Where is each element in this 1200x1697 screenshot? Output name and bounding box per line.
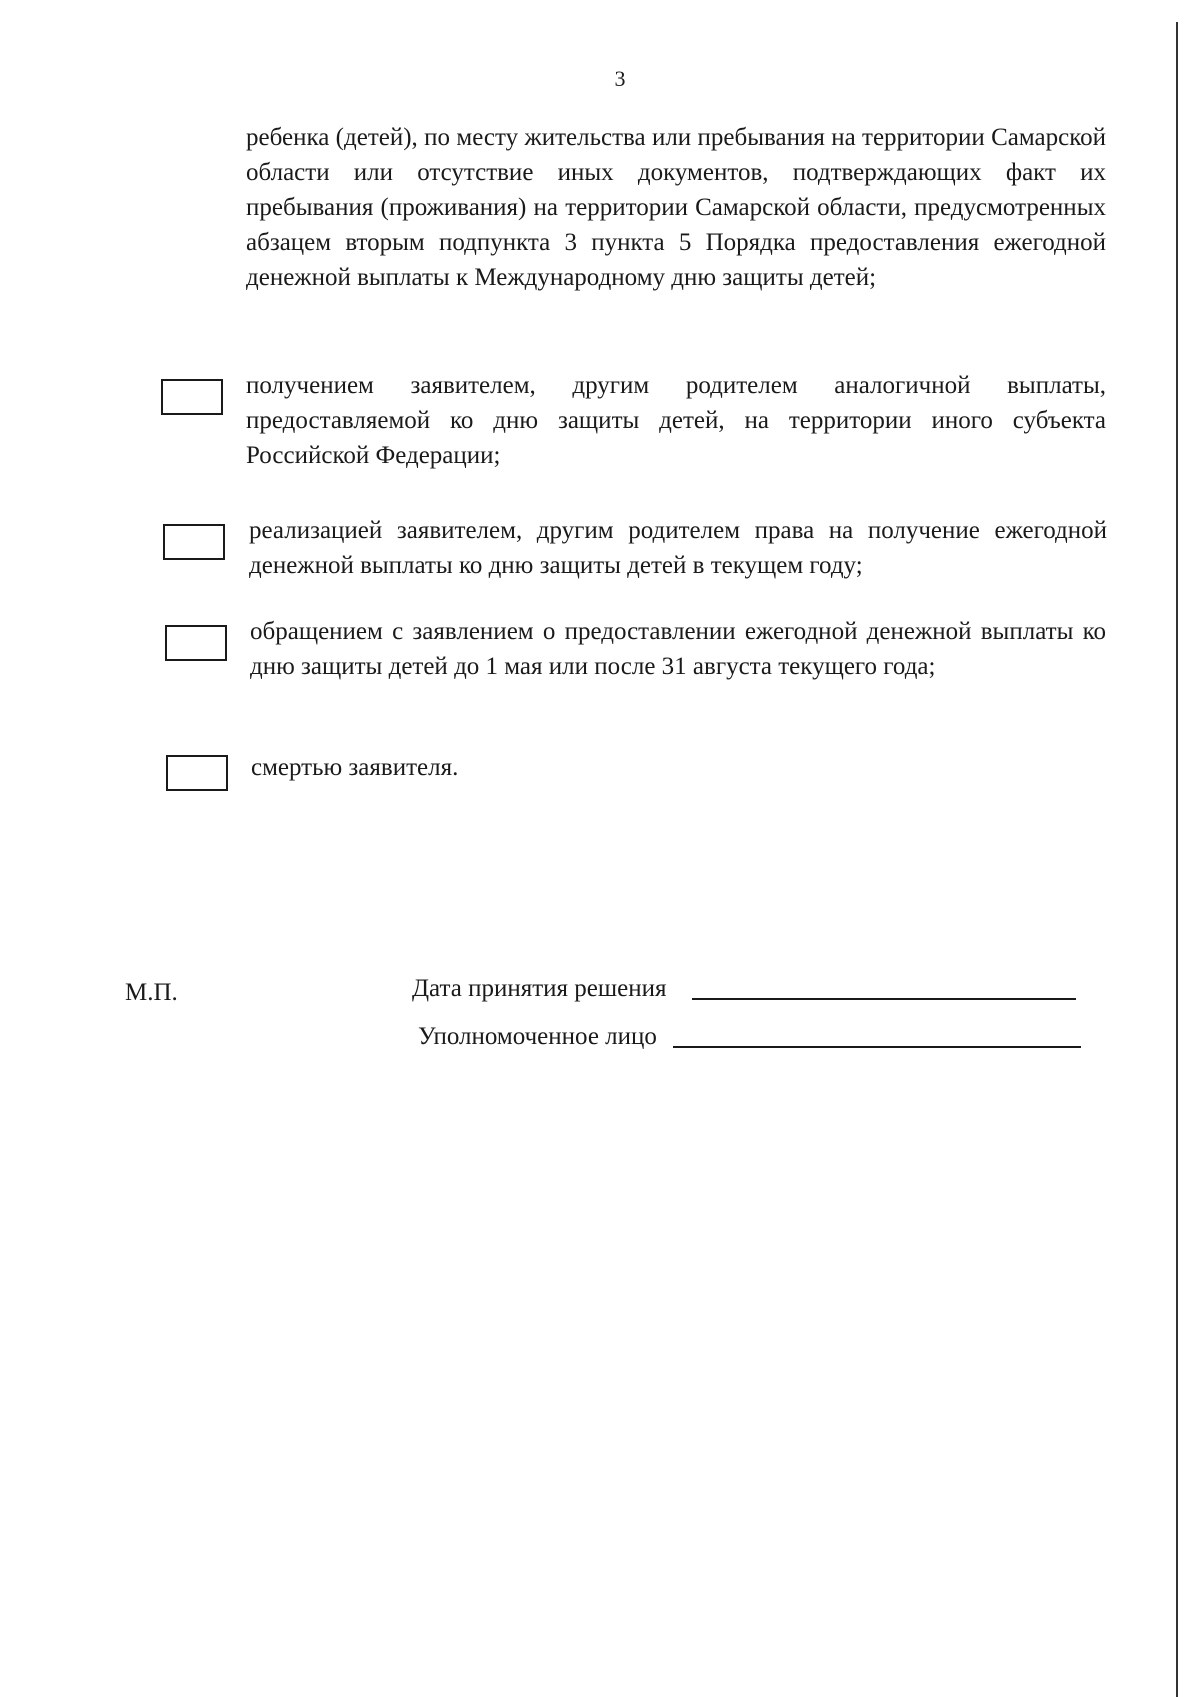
option-checkbox-late-application[interactable] bbox=[165, 625, 227, 661]
option-text-other-region-payment: получением заявителем, другим родителем аналогичной выплаты, предоставляемой ко дню защиты детей, на территории иного субъекта Российской Федерации; bbox=[246, 372, 1106, 469]
authorized-person-signature-field[interactable] bbox=[673, 1046, 1081, 1048]
decision-date-field[interactable] bbox=[692, 998, 1076, 1000]
authorized-person-label: Уполномоченное лицо bbox=[418, 1023, 657, 1050]
option-text-late-application: обращением с заявлением о предоставлении ежегодной денежной выплаты ко дню защиты детей до 1 мая или после 31 августа текущего года; bbox=[250, 618, 1106, 680]
option-checkbox-other-region-payment[interactable] bbox=[161, 379, 223, 415]
option-text-already-received: реализацией заявителем, другим родителем права на получение ежегодной денежной выплаты ко дню защиты детей в текущем году; bbox=[249, 517, 1107, 579]
decision-date-row bbox=[412, 974, 1076, 1004]
option-text-applicant-death: смертью заявителя. bbox=[251, 754, 459, 781]
stamp-mark: М.П. bbox=[125, 979, 178, 1006]
authorized-person-row bbox=[418, 1022, 1081, 1052]
scan-edge-line bbox=[1176, 22, 1178, 1697]
option-checkbox-applicant-death[interactable] bbox=[166, 755, 228, 791]
decision-date-label: Дата принятия решения bbox=[412, 975, 667, 1002]
page-number: 3 bbox=[614, 66, 626, 91]
option-checkbox-already-received[interactable] bbox=[163, 524, 225, 560]
continuation-paragraph: ребенка (детей), по месту жительства или пребывания на территории Самарской области или отсутствие иных документов, подтверждающих факт их пребывания (проживания) на территории Самарской области, предусмотренных абзацем вторым подпункта 3 пункта 5 Порядка предоставления ежегодной денежной выплаты к Международному дню защиты детей; bbox=[246, 124, 1106, 291]
